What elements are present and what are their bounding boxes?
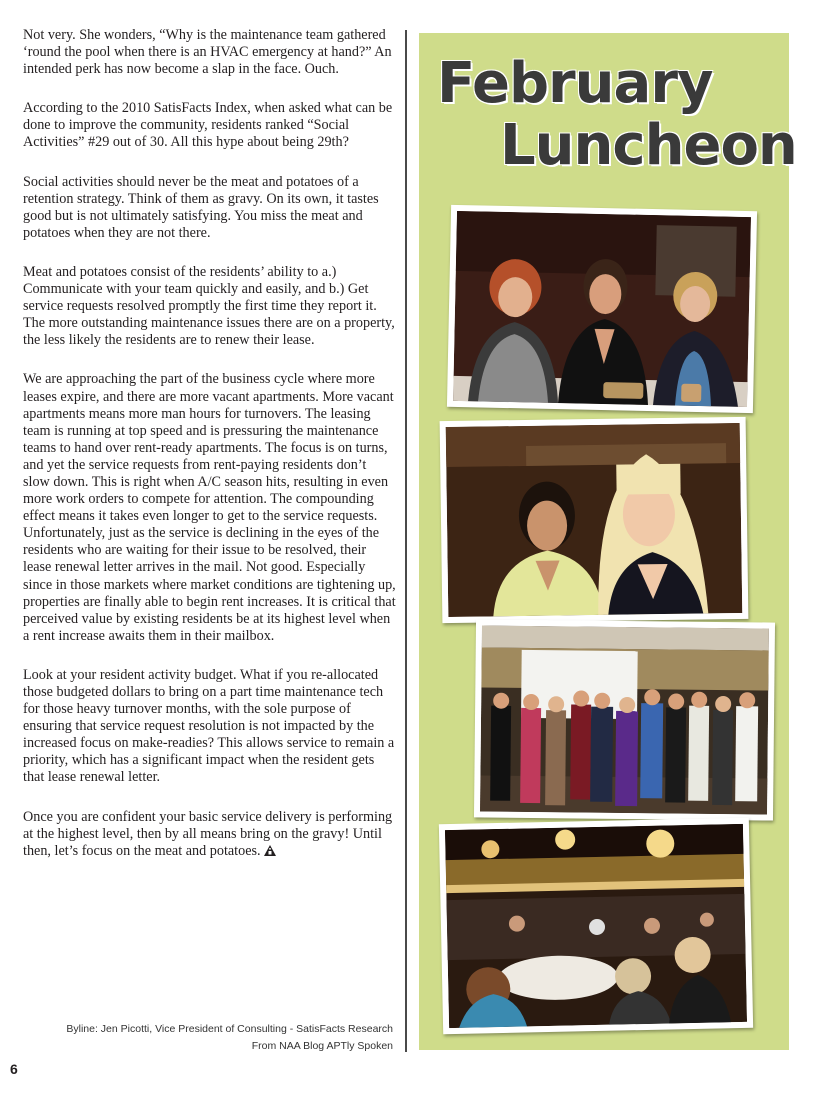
group-people	[490, 688, 758, 808]
column-divider	[405, 30, 407, 1052]
luncheon-photo-1	[447, 205, 757, 413]
luncheon-photo-4	[439, 818, 753, 1034]
page-number: 6	[10, 1061, 18, 1077]
article-paragraph: Look at your resident activity budget. What if you re-allocated those budgeted dollars to bring on a part time maintenance tech for those heavy turnover months, with the sole purpose of ensuring that service request resolution is not impacted by the increased focus on make-readies? This allows service to remain a priority, which has a significant impact when the resident gets that lease renewal letter.	[23, 666, 395, 786]
article-body	[23, 27, 396, 882]
luncheon-photo-2	[440, 417, 749, 623]
sidebar-title-line2: Luncheon	[500, 113, 797, 178]
article-paragraph: Social activities should never be the meat and potatoes of a retention strategy. Think of them as gravy. On its own, it tastes good but is not ultimately satisfying. You miss the meat and potatoes when they are not there.	[23, 173, 379, 241]
article-paragraph: We are approaching the part of the business cycle where more leases expire, and there are more vacant apartments. More vacant apartments means more man hours for turnovers. The leasing team is running at top speed and is pressuring the maintenance teams to hand over rent-ready apartments. The focus is on turns, and yet the service requests from rent-paying residents don’t slow down. This is right when A/C season hits, resulting in even more work orders to compete for attention. The compounding effect means it takes even longer to get to the service requests. Unfortunately, just as the service is declining in the eyes of the residents who are waiting for their issue to be resolved, their lease renewal letter arrives in the mail. Not good. Especially since in those markets where market conditions are tightening up, properties are finally able to begin rent increases. It is critical that perceived value by existing residents be at its highest level when a rent increase awaits them in their mailbox.	[23, 371, 396, 644]
sidebar-title-line1: February	[437, 51, 713, 116]
apartment-logo-icon	[264, 844, 276, 855]
source-credit: From NAA Blog APTly Spoken	[251, 1040, 393, 1052]
byline-block	[13, 1021, 393, 1055]
luncheon-photo-3	[474, 619, 775, 820]
sidebar-title	[437, 46, 797, 186]
article-paragraph: According to the 2010 SatisFacts Index, when asked what can be done to improve the community, residents ranked “Social Activities” #29 out of 30. All this hype about being 29th?	[23, 100, 393, 151]
article-paragraph: Meat and potatoes consist of the residents’ ability to a.) Communicate with your team quickly and easily, and b.) Get service requests resolved promptly the first time they report it. The more outstanding maintenance issues there are on a property, the less likely the residents are to renew their lease.	[23, 263, 395, 349]
article-paragraph-text: Once you are confident your basic service delivery is performing at the highest level, then by all means bring on the gravy! Until then, let’s focus on the meat and potatoes.	[23, 808, 393, 859]
byline: Byline: Jen Picotti, Vice President of Consulting - SatisFacts Research	[66, 1023, 393, 1035]
article-paragraph-last	[23, 809, 396, 860]
article-paragraph: Not very. She wonders, “Why is the maintenance team gathered ‘round the pool when there is an HVAC emergency at hand?” An intended perk has now become a slap in the face. Ouch.	[23, 27, 392, 78]
